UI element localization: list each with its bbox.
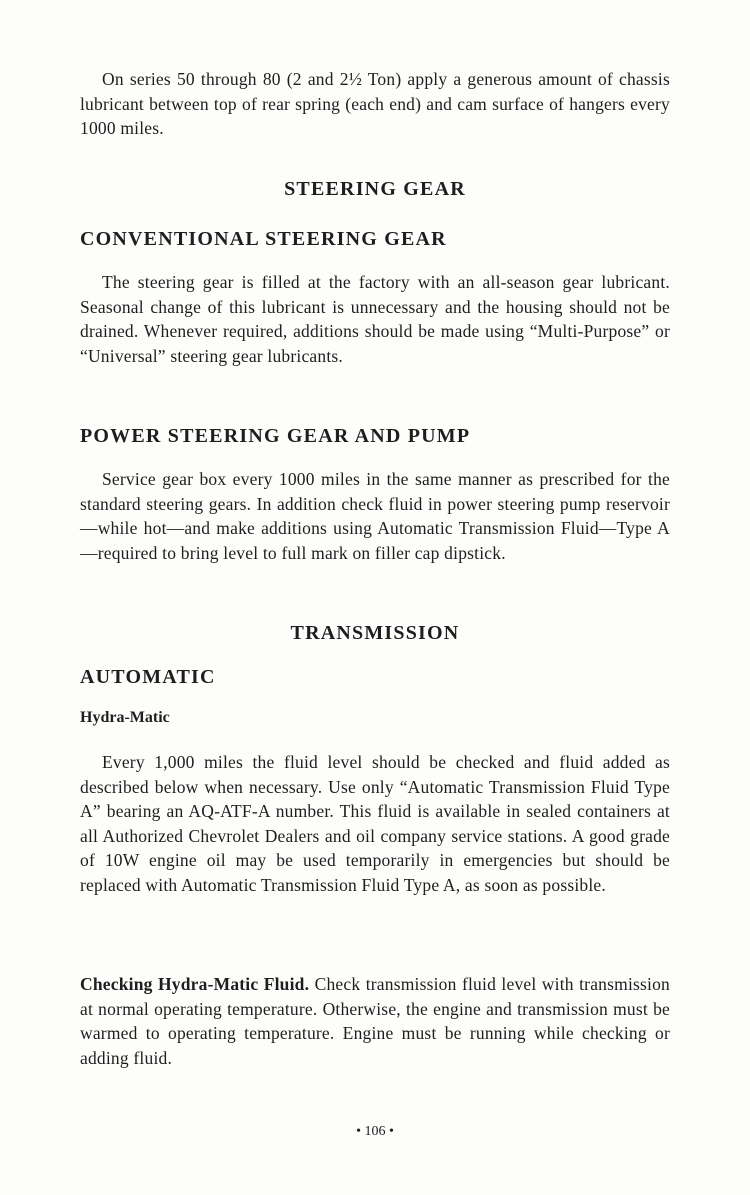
conventional-section [80,228,670,251]
checking-section [80,972,670,1070]
automatic-heading: AUTOMATIC [80,666,216,688]
conventional-paragraph: The steering gear is filled at the factory with an all-season gear lubricant. Seasonal change of this lubricant is unnecessary and the housing should not be drained. Whenever required, additions should be made using “Multi-Purpose” or “Universal” steering gear lubricants. [80,272,670,366]
hydramatic-section [80,709,670,727]
hydramatic-heading: Hydra-Matic [80,709,170,726]
page-number: • 106 • [356,1124,394,1139]
intro-section [80,67,670,141]
checking-text: Check transmission fluid level with transmission at normal operating temperature. Otherwise, the engine and transmission must be warmed to operating temperature. Engine must be running while checking or adding fluid. [80,974,670,1068]
transmission-heading: TRANSMISSION [290,622,460,644]
hydramatic-paragraph: Every 1,000 miles the fluid level should be checked and fluid added as described below when necessary. Use only “Automatic Transmission Fluid Type A” bearing an AQ-ATF-A number. This fluid is available in sealed containers at all Authorized Chevrolet Dealers and oil company service stations. A good grade of 10W engine oil may be used temporarily in emergencies but should be replaced with Automatic Transmission Fluid Type A, as soon as possible. [80,752,670,895]
automatic-section [80,666,670,689]
intro-paragraph: On series 50 through 80 (2 and 2½ Ton) apply a generous amount of chassis lubricant between top of rear spring (each end) and cam surface of hangers every 1000 miles. [80,69,670,138]
transmission-section [80,622,670,645]
conventional-body [80,270,670,368]
steering-heading: STEERING GEAR [284,178,466,200]
power-paragraph: Service gear box every 1000 miles in the same manner as prescribed for the standard steering gears. In addition check fluid in power steering pump reservoir—while hot—and make additions using Automatic Transmission Fluid—Type A—required to bring level to full mark on filler cap dipstick. [80,469,670,563]
checking-paragraph [80,972,670,1070]
conventional-heading: CONVENTIONAL STEERING GEAR [80,228,447,250]
power-heading: POWER STEERING GEAR AND PUMP [80,425,471,447]
hydramatic-body [80,750,670,897]
power-body [80,467,670,565]
power-section [80,425,670,448]
steering-section [80,178,670,201]
checking-label: Checking Hydra-Matic Fluid. [80,974,310,994]
